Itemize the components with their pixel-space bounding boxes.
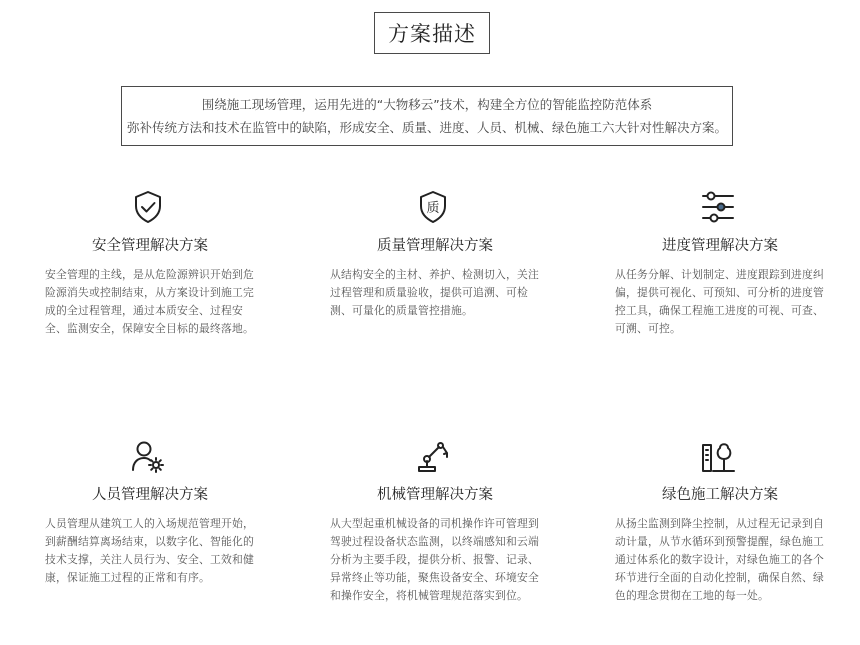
solution-title: 安全管理解决方案 (92, 238, 208, 254)
solution-body: 从扬尘监测到降尘控制，从过程无记录到自动计量，从节水循环到预警提醒，绿色施工通过体系化的数字设计，对绿色施工的各个环节进行全面的自动化控制，确保自然、绿色的理念贯彻在工地的每一处。 (615, 517, 824, 602)
solution-card-personnel (45, 439, 255, 609)
solution-body: 人员管理从建筑工人的入场规范管理开始，到薪酬结算离场结束，以数字化、智能化的技术支撑，关注人员行为、安全、工效和健康，保证施工过程的正常和有序。 (45, 517, 254, 584)
robot-arm-icon (416, 439, 450, 473)
intro-line-1: 围绕施工现场管理，运用先进的“大物移云”技术，构建全方位的智能监控防范体系 (201, 97, 653, 112)
solution-title: 质量管理解决方案 (377, 238, 493, 254)
green-building-icon (701, 439, 735, 473)
solution-body: 从任务分解、计划制定、进度跟踪到进度纠偏，提供可视化、可预知、可分析的进度管控工具，确保工程施工进度的可视、可查、可溯、可控。 (615, 268, 824, 335)
user-gear-icon (131, 439, 165, 473)
section-title: 方案描述 (374, 12, 490, 54)
solution-card-green (615, 439, 825, 609)
solution-card-quality (330, 190, 540, 360)
solution-card-progress (615, 190, 825, 360)
sliders-icon (701, 190, 735, 224)
shield-check-icon (131, 190, 165, 224)
solution-body: 从结构安全的主材、养护、检测切入，关注过程管理和质量验收，提供可追溯、可检测、可量化的质量管控措施。 (330, 268, 539, 317)
intro-box (121, 86, 733, 146)
intro-line-2: 弥补传统方法和技术在监管中的缺陷，形成安全、质量、进度、人员、机械、绿色施工六大针对性解决方案。 (126, 120, 727, 135)
solution-title: 进度管理解决方案 (662, 238, 778, 254)
quality-badge-icon (416, 190, 450, 224)
solution-title: 绿色施工解决方案 (662, 487, 778, 503)
solution-body: 安全管理的主线，是从危险源辨识开始到危险源消失或控制结束，从方案设计到施工完成的全过程管理，通过本质安全、过程安全、监测安全，保障安全目标的最终落地。 (45, 268, 254, 335)
solution-body: 从大型起重机械设备的司机操作许可管理到驾驶过程设备状态监测，以终端感知和云端分析为主要手段，提供分析、报警、记录、异常终止等功能，聚焦设备安全、环境安全和操作安全，将机械管理规范落实到位。 (330, 517, 539, 602)
solution-title: 人员管理解决方案 (92, 487, 208, 503)
solution-card-machinery (330, 439, 540, 605)
svg-text:质: 质 (426, 201, 440, 216)
solution-card-safety (45, 190, 255, 360)
solution-title: 机械管理解决方案 (377, 487, 493, 503)
